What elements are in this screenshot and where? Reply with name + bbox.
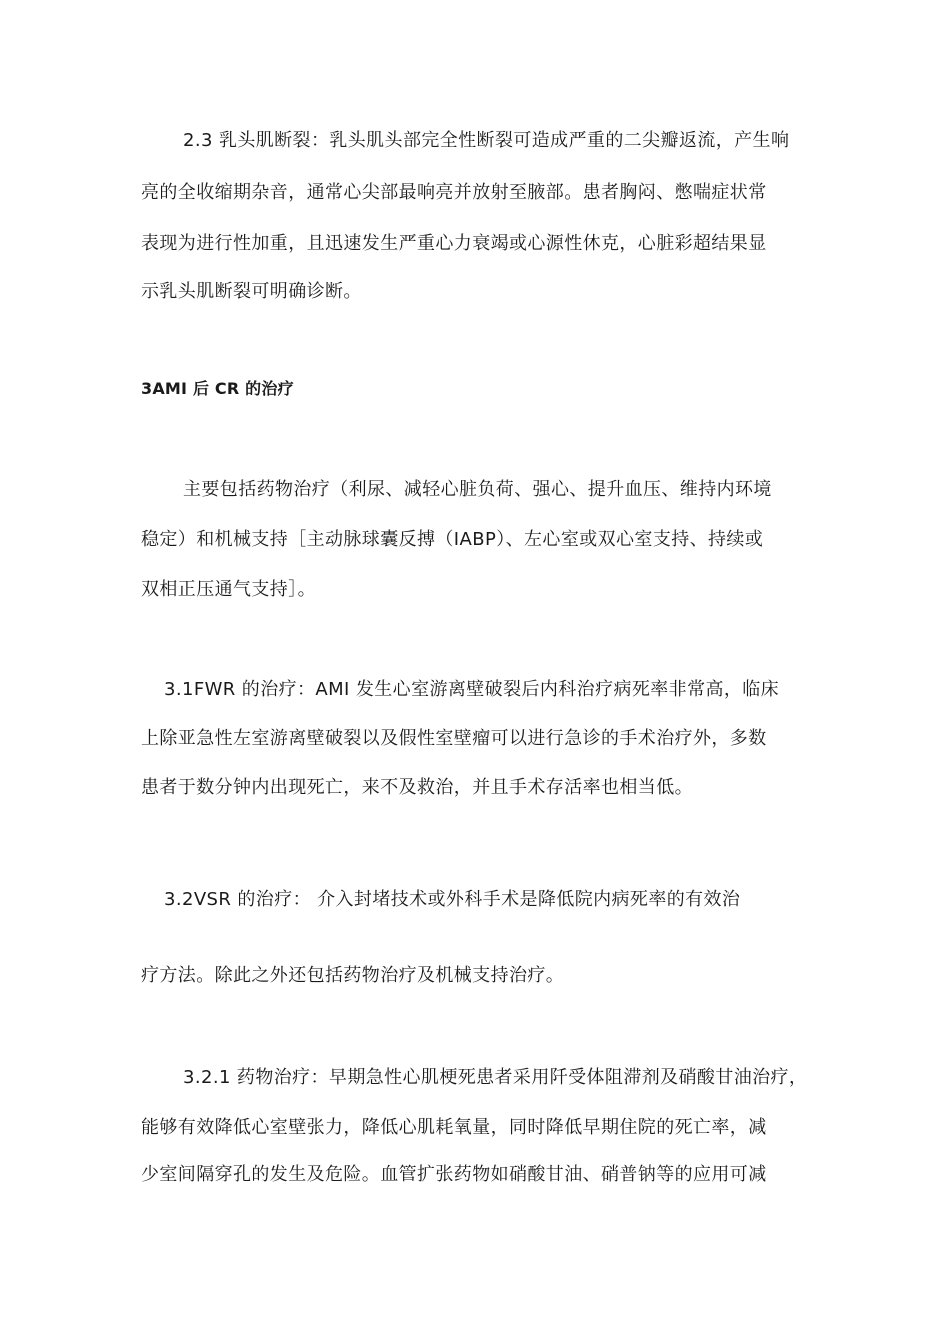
paragraph-line: 亮的全收缩期杂音，通常心尖部最响亮并放射至腋部。患者胸闷、憋喘症状常 — [141, 182, 767, 203]
paragraph-line: 稳定）和机械支持［主动脉球囊反搏（IABP）、左心室或双心室支持、持续或 — [141, 529, 764, 550]
paragraph-line: 少室间隔穿孔的发生及危险。血管扩张药物如硝酸甘油、硝普钠等的应用可减 — [141, 1164, 767, 1185]
paragraph-line: 表现为进行性加重，且迅速发生严重心力衰竭或心源性休克，心脏彩超结果显 — [141, 233, 767, 254]
paragraph-line: 主要包括药物治疗（利尿、减轻心脏负荷、强心、提升血压、维持内环境 — [183, 479, 772, 500]
paragraph-line: 2.3 乳头肌断裂：乳头肌头部完全性断裂可造成严重的二尖瓣返流，产生响 — [183, 130, 790, 151]
paragraph-line: 3.1FWR 的治疗：AMI 发生心室游离壁破裂后内科治疗病死率非常高，临床 — [164, 679, 780, 700]
paragraph-line: 患者于数分钟内出现死亡，来不及救治，并且手术存活率也相当低。 — [141, 777, 693, 798]
paragraph-line: 3.2.1 药物治疗：早期急性心肌梗死患者采用阡受体阻滞剂及硝酸甘油治疗， — [183, 1067, 808, 1088]
paragraph-line: 3.2VSR 的治疗： 介入封堵技术或外科手术是降低院内病死率的有效治 — [164, 889, 741, 910]
paragraph-line: 上除亚急性左室游离壁破裂以及假性室壁瘤可以进行急诊的手术治疗外，多数 — [141, 728, 767, 749]
paragraph-line: 双相正压通气支持］。 — [141, 579, 316, 600]
section-heading: 3AMI 后 CR 的治疗 — [141, 379, 294, 398]
paragraph-line: 能够有效降低心室壁张力，降低心肌耗氧量，同时降低早期住院的死亡率，减 — [141, 1117, 767, 1138]
paragraph-line: 示乳头肌断裂可明确诊断。 — [141, 281, 362, 302]
paragraph-line: 疗方法。除此之外还包括药物治疗及机械支持治疗。 — [141, 965, 565, 986]
